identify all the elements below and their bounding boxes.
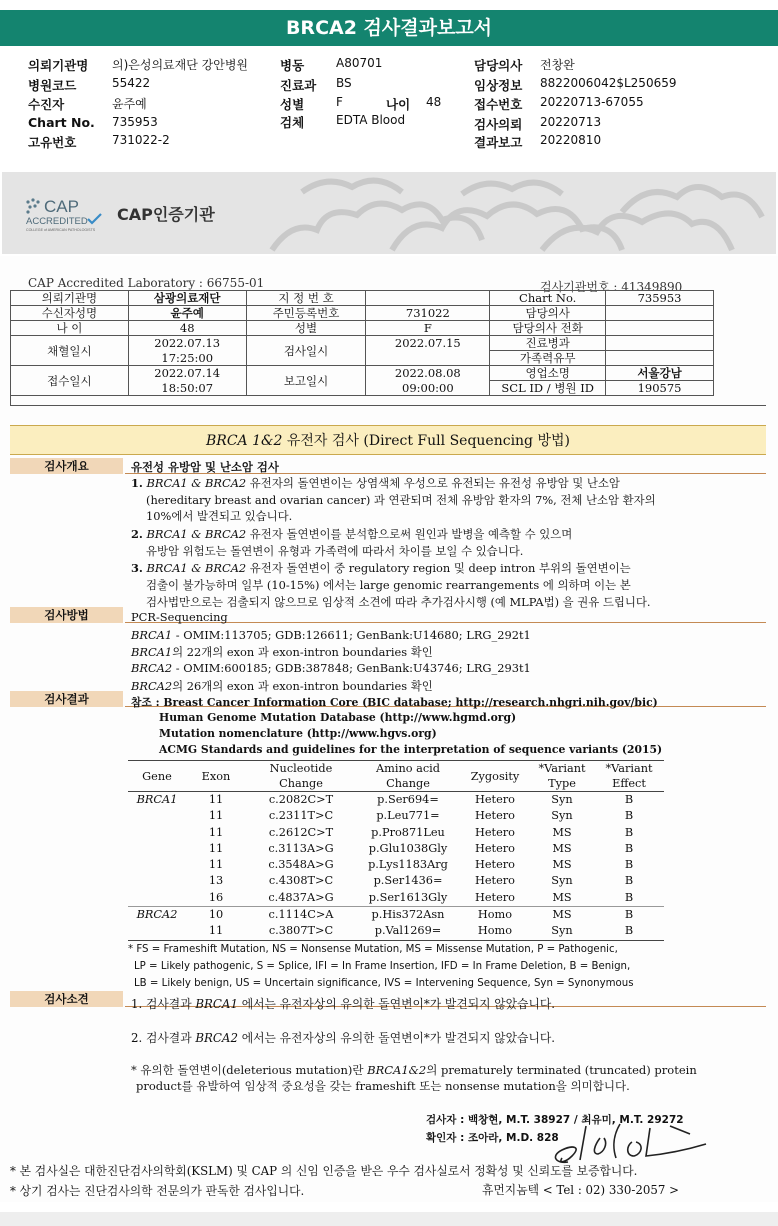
label: 수진자 <box>28 97 65 112</box>
result-ref2: Human Genome Mutation Database (http://www.hgmd.org) <box>159 711 517 724</box>
doctor-value: 전창완 <box>540 58 575 72</box>
variant-exon: 11 <box>208 858 224 872</box>
footer-note: * 상기 검사는 진단검사의학 전문의가 판독한 검사입니다. <box>10 1184 305 1198</box>
dept-value: BS <box>336 76 352 90</box>
text: 의 prematurely terminated (truncated) protein <box>426 1063 697 1077</box>
variant-row <box>128 907 664 924</box>
divider <box>10 405 766 406</box>
variant-gene <box>128 873 186 889</box>
cell: 서울강남 <box>606 366 714 381</box>
variant-type: MS <box>552 890 572 904</box>
hospital-code-value: 55422 <box>112 76 151 90</box>
overview-p3a <box>131 560 631 576</box>
cell: 영업소명 <box>490 366 606 381</box>
variant-zyg: Homo <box>460 923 530 940</box>
variant-nuc: c.3113A>G <box>268 841 334 855</box>
variant-exon: 10 <box>186 907 246 924</box>
header-text: Zygosity <box>470 769 520 783</box>
text: 유전자 돌연변이를 분석함으로써 원인과 발병을 예측할 수 있으며 <box>246 527 573 541</box>
result-ref1 <box>131 695 658 710</box>
variant-effect: B <box>594 923 664 940</box>
gene: BRCA1 <box>131 645 173 659</box>
variant-aa: p.Glu1038Gly <box>368 841 448 855</box>
variant-zyg: Hetero <box>475 809 515 823</box>
variant-type: Syn <box>551 809 573 823</box>
col-exon <box>186 761 246 792</box>
variant-exon: 11 <box>208 793 224 806</box>
label: 검체 <box>280 115 305 130</box>
request-value: 20220713 <box>540 115 602 129</box>
footer-cert: * 본 검사실은 대한진단검사의학회(KSLM) 및 CAP 의 신임 인증을 받은 우수 검사실로서 정확성 및 신뢰도를 보증합니다. <box>10 1164 638 1178</box>
gene: BRCA1 & BRCA2 <box>146 476 247 490</box>
check-icon <box>88 214 101 223</box>
cell: 48 <box>128 321 246 336</box>
cell: 2022.07.14 <box>128 366 246 381</box>
variant-gene <box>128 825 186 841</box>
label: 성별 <box>280 97 305 112</box>
variant-gene <box>128 923 186 940</box>
text: - OMIM:113705; GDB:126611; GenBank:U14680; LRG_292t1 <box>172 628 531 642</box>
cap-lab-number: CAP Accredited Laboratory : 66755-01 <box>28 276 265 290</box>
patient-value: 윤주예 <box>112 97 147 111</box>
header-text: Change <box>279 777 323 790</box>
text: * 유의한 돌연변이(deleterious mutation)란 <box>131 1063 368 1077</box>
cell: 가족력유무 <box>490 351 606 366</box>
variant-type: Syn <box>551 793 573 806</box>
gene: BRCA2 <box>131 661 173 675</box>
variant-row <box>128 923 664 940</box>
cell: F <box>366 321 490 336</box>
variant-exon: 11 <box>186 923 246 940</box>
header-text: Effect <box>612 777 646 790</box>
finding-note1 <box>131 1062 697 1078</box>
variant-aa: p.Ser694= <box>377 793 439 806</box>
variant-row <box>128 808 664 824</box>
cell: 의뢰기관명 <box>11 291 129 306</box>
age-value: 48 <box>426 95 442 109</box>
overview-label: 검사개요 <box>10 458 123 474</box>
text: 에서는 유전자상의 유의한 돌연변이*가 발견되지 않았습니다. <box>237 997 555 1011</box>
gene: BRCA1&2 <box>367 1063 427 1077</box>
result-label: 검사결과 <box>10 691 123 707</box>
variant-exon: 13 <box>208 874 224 888</box>
text: 의 26개의 exon 과 exon-intron boundaries 확인 <box>172 679 433 693</box>
variant-exon: 11 <box>208 825 224 839</box>
variant-row <box>128 792 664 809</box>
cell: 17:25:00 <box>128 351 246 366</box>
cell: 18:50:07 <box>128 381 246 396</box>
clinical-value: 8822006042$L250659 <box>540 76 677 90</box>
cell: 윤주예 <box>128 306 246 321</box>
divider <box>10 290 11 406</box>
header-text: Nucleotide <box>269 762 333 775</box>
label: 결과보고 <box>474 135 523 150</box>
method-label: 검사방법 <box>10 607 123 623</box>
col-gene <box>128 761 186 792</box>
overview-p1b: (hereditary breast and ovarian cancer) 과 연관되며 전체 유방암 환자의 7%, 전체 난소암 환자의 <box>146 493 656 507</box>
signature-icon <box>540 1118 720 1168</box>
header-text: *Variant <box>605 762 653 775</box>
num: 1. <box>131 476 143 490</box>
variant-row <box>128 825 664 841</box>
cell: 성별 <box>246 321 366 336</box>
cap-logo-sub: ACCREDITED <box>26 216 88 227</box>
variant-type: MS <box>530 907 594 924</box>
label: 진료과 <box>280 78 317 93</box>
text: 2. 검사결과 <box>131 1031 196 1045</box>
section-title-gene: BRCA 1&2 <box>206 433 283 449</box>
variant-gene <box>128 890 186 907</box>
variant-effect: B <box>624 841 634 855</box>
variant-effect: B <box>624 890 634 904</box>
finding-1 <box>131 995 555 1012</box>
variant-effect: B <box>624 858 634 872</box>
cell <box>366 351 490 366</box>
variant-gene <box>128 808 186 824</box>
cell: 진료병과 <box>490 336 606 351</box>
overview-p2b: 유방암 위험도는 돌연변이 유형과 가족력에 따라서 차이를 보일 수 있습니다. <box>146 544 524 558</box>
legend-line3: LB = Likely benign, US = Uncertain significance, IVS = Intervening Sequence, Syn = Synonymous <box>134 978 634 989</box>
sex-value: F <box>336 95 343 109</box>
variant-nuc: c.3548A>G <box>268 858 334 872</box>
text: - OMIM:600185; GDB:387848; GenBank:U43746; LRG_293t1 <box>172 661 531 675</box>
text: 의 22개의 exon 과 exon-intron boundaries 확인 <box>172 645 433 659</box>
variant-row <box>128 857 664 873</box>
cap-banner <box>2 172 776 254</box>
variant-aa: p.Leu771= <box>376 809 440 823</box>
variant-effect: B <box>624 809 634 823</box>
cell: 190575 <box>606 381 714 396</box>
variant-exon: 11 <box>208 809 224 823</box>
specimen-value: EDTA Blood <box>336 113 406 127</box>
patient-info-table <box>10 290 714 396</box>
cell: 담당의사 전화 <box>490 321 606 336</box>
label: 담당의사 <box>474 58 523 73</box>
cell: 09:00:00 <box>366 381 490 396</box>
cell: 채혈일시 <box>11 336 129 366</box>
cell: 접수일시 <box>11 366 129 396</box>
ward-value: A80701 <box>336 56 383 70</box>
cell: 735953 <box>606 291 714 306</box>
variant-aa: p.His372Asn <box>356 907 460 924</box>
variant-nuc: c.2082C>T <box>268 793 334 806</box>
cell: 지 정 번 호 <box>246 291 366 306</box>
cell: 주민등록번호 <box>246 306 366 321</box>
result-ref4: ACMG Standards and guidelines for the interpretation of sequence variants (2015) <box>159 743 663 756</box>
gene: BRCA1 & BRCA2 <box>146 527 247 541</box>
label: 고유번호 <box>28 135 77 150</box>
report-value: 20220810 <box>540 133 602 147</box>
cell: 2022.07.13 <box>128 336 246 351</box>
overview-p1a <box>131 475 620 491</box>
num: 2. <box>131 527 143 541</box>
col-zygosity <box>460 761 530 792</box>
section-title-text: 유전자 검사 (Direct Full Sequencing 방법) <box>282 433 570 449</box>
header-text: Amino acid <box>375 762 441 775</box>
cell: 2022.07.15 <box>366 336 490 351</box>
label: 임상정보 <box>474 78 523 93</box>
cell <box>606 306 714 321</box>
variant-type: MS <box>552 841 572 855</box>
cell <box>366 291 490 306</box>
gene: BRCA1 <box>131 628 173 642</box>
variant-type: MS <box>552 858 572 872</box>
variant-zyg: Hetero <box>475 874 515 888</box>
ref-text: Breast Cancer Information Core (BIC database; http://research.nhgri.nih.gov/bic) <box>163 696 658 709</box>
text: 유전자의 돌연변이는 상염색체 우성으로 유전되는 유전성 유방암 및 난소암 <box>246 476 620 490</box>
chart-value: 735953 <box>112 115 158 129</box>
variant-row <box>128 841 664 857</box>
variant-type: Syn <box>551 874 573 888</box>
header-text: Change <box>386 777 430 790</box>
tester: 검사자 : 백창현, M.T. 38927 / 최유미, M.T. 29272 <box>426 1114 684 1126</box>
cell: 나 이 <box>11 321 129 336</box>
col-variant-effect <box>594 761 664 792</box>
text: 유전자 돌연변이 중 regulatory region 및 deep intron 부위의 돌연변이는 <box>246 561 631 575</box>
variant-effect: B <box>624 793 634 806</box>
cap-label: CAP인증기관 <box>117 205 215 224</box>
label: 나이 <box>386 97 411 112</box>
label: 의뢰기관명 <box>28 58 89 73</box>
variant-type: Syn <box>530 923 594 940</box>
overview-p3c: 검사법만으로는 검출되지 않으므로 임상적 소견에 따라 추가검사시행 (예 MLPA법) 을 권유 드립니다. <box>146 595 651 609</box>
finding-note2: product를 유발하여 임상적 중요성을 갖는 frameshift 또는 nonsense mutation을 의미합니다. <box>136 1079 630 1093</box>
variant-effect: B <box>594 907 664 924</box>
variant-nuc: c.1114C>A <box>246 907 356 924</box>
variant-nuc: c.4837A>G <box>268 890 334 904</box>
header-text: Type <box>548 777 576 790</box>
variant-nuc: c.2612C>T <box>268 825 334 839</box>
variant-exon: 16 <box>208 890 224 904</box>
cell: 삼광의료재단 <box>128 291 246 306</box>
footer-contact: 휴먼지놈텍 < Tel : 02) 330-2057 > <box>482 1183 680 1197</box>
cell: SCL ID / 병원 ID <box>490 381 606 396</box>
header-text: Gene <box>142 769 172 783</box>
variant-zyg: Hetero <box>475 890 515 904</box>
text: 에서는 유전자상의 유의한 돌연변이*가 발견되지 않았습니다. <box>237 1031 555 1045</box>
result-ref3: Mutation nomenclature (http://www.hgvs.org) <box>159 727 437 740</box>
variant-aa: p.Ser1613Gly <box>368 890 448 904</box>
method-line2 <box>131 644 433 660</box>
test-section-title <box>10 425 766 455</box>
cell <box>606 351 714 366</box>
unique-value: 731022-2 <box>112 133 170 147</box>
variant-zyg: Hetero <box>475 825 515 839</box>
variant-table <box>128 760 664 941</box>
method-line3 <box>131 661 531 675</box>
cap-logo-small: COLLEGE of AMERICAN PATHOLOGISTS <box>26 228 96 232</box>
confirmer: 확인자 : 조아라, M.D. 828 <box>426 1132 559 1144</box>
cell: Chart No. <box>490 291 606 306</box>
overview-heading: 유전성 유방암 및 난소암 검사 <box>131 460 279 474</box>
cell: 담당의사 <box>490 306 606 321</box>
variant-nuc: c.4308T>C <box>268 874 334 888</box>
overview-p3b: 검출이 불가능하며 일부 (10-15%) 에서는 large genomic rearrangements 에 의하며 이는 본 <box>146 578 631 592</box>
header-text: Exon <box>201 769 231 783</box>
ref-label: 참조 : <box>131 696 164 709</box>
cell: 검사일시 <box>246 336 366 366</box>
variant-type: MS <box>552 825 572 839</box>
variant-gene: BRCA1 <box>136 793 178 806</box>
label: 접수번호 <box>474 97 523 112</box>
gene: BRCA2 <box>131 679 173 693</box>
label: Chart No. <box>28 115 95 130</box>
variant-row <box>128 873 664 889</box>
gene: BRCA2 <box>195 1031 238 1045</box>
cell: 2022.08.08 <box>366 366 490 381</box>
finding-2 <box>131 1029 555 1046</box>
legend-line2: LP = Likely pathogenic, S = Splice, IFI = In Frame Insertion, IFD = In Frame Deletion, B = Benign, <box>134 961 631 972</box>
variant-effect: B <box>624 825 634 839</box>
method-heading: PCR-Sequencing <box>131 610 228 624</box>
variant-aa: p.Ser1436= <box>373 874 443 888</box>
col-amino-acid <box>356 761 460 792</box>
variant-nuc: c.2311T>C <box>268 809 334 823</box>
cell: 수신자성명 <box>11 306 129 321</box>
cell: 731022 <box>366 306 490 321</box>
exam-institution-number: 검사기관번호 : 41349890 <box>540 280 683 294</box>
variant-rows <box>128 792 664 941</box>
variant-gene <box>128 857 186 873</box>
variant-aa: p.Pro871Leu <box>371 825 445 839</box>
cell <box>606 336 714 351</box>
cap-logo <box>24 194 114 238</box>
method-line1 <box>131 628 531 642</box>
cell: 보고일시 <box>246 366 366 396</box>
variant-row <box>128 890 664 907</box>
col-variant-type <box>530 761 594 792</box>
gene: BRCA1 & BRCA2 <box>146 561 247 575</box>
variant-effect: B <box>624 874 634 888</box>
variant-aa: p.Val1269= <box>356 923 460 940</box>
cap-logo-text: CAP <box>44 197 79 216</box>
variant-nuc: c.3807T>C <box>246 923 356 940</box>
num: 3. <box>131 561 143 575</box>
cell <box>606 321 714 336</box>
receipt-value: 20220713-67055 <box>540 95 644 109</box>
variant-zyg: Hetero <box>475 858 515 872</box>
variant-zyg: Hetero <box>475 841 515 855</box>
label: 병원코드 <box>28 78 77 93</box>
text: 1. 검사결과 <box>131 997 196 1011</box>
variant-zyg: Hetero <box>475 793 515 806</box>
finding-label: 검사소견 <box>10 991 123 1007</box>
label: 검사의뢰 <box>474 117 523 132</box>
header-text: *Variant <box>538 762 586 775</box>
gene: BRCA1 <box>195 997 238 1011</box>
overview-p2a <box>131 526 572 542</box>
variant-gene <box>128 841 186 857</box>
page-bottom <box>0 1212 778 1226</box>
variant-gene: BRCA2 <box>128 907 186 924</box>
label: 병동 <box>280 58 305 73</box>
method-line4 <box>131 678 433 694</box>
variant-aa: p.Lys1183Arg <box>368 858 448 872</box>
report-title: BRCA2 검사결과보고서 <box>0 10 778 46</box>
overview-p1c: 10%에서 발견되고 있습니다. <box>146 509 293 523</box>
col-nucleotide <box>246 761 356 792</box>
variant-zyg: Homo <box>460 907 530 924</box>
institution-value: 의)은성의료재단 강안병원 <box>112 58 249 72</box>
legend-line1: * FS = Frameshift Mutation, NS = Nonsense Mutation, MS = Missense Mutation, P = Pathogenic, <box>128 944 618 955</box>
variant-exon: 11 <box>208 841 224 855</box>
